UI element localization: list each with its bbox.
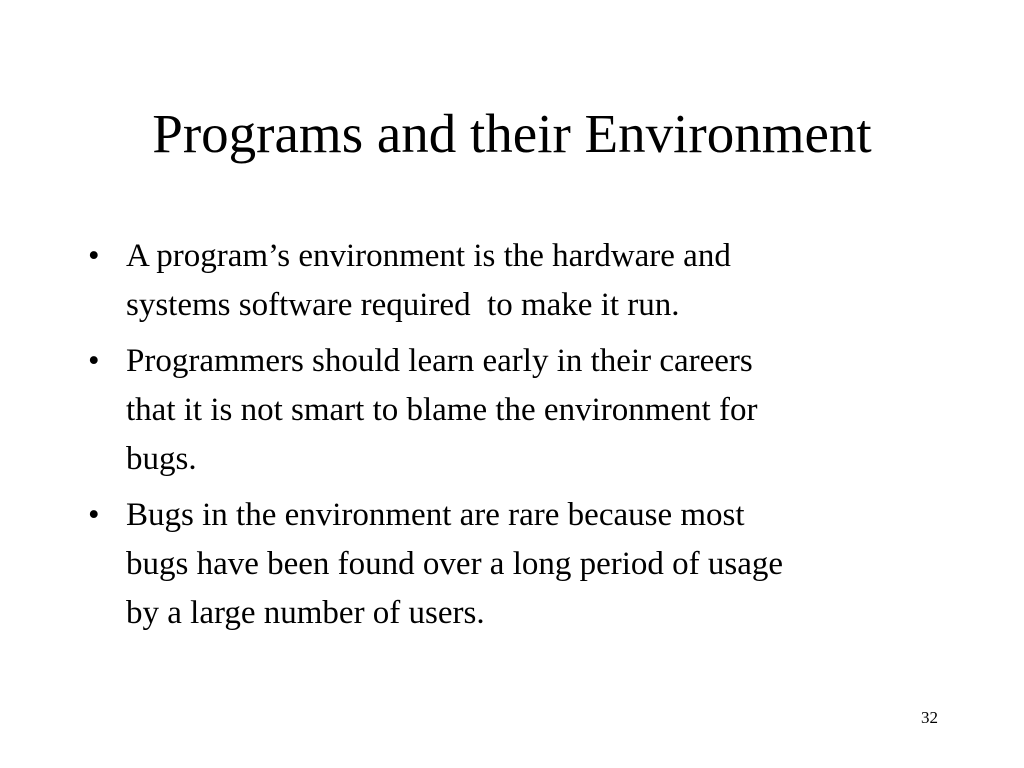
bullet-line: Bugs in the environment are rare because most	[126, 497, 745, 533]
bullet-item	[88, 337, 928, 484]
bullet-line: that it is not smart to blame the environment for	[126, 392, 758, 428]
bullet-item	[88, 491, 928, 638]
bullet-line: by a large number of users.	[126, 595, 485, 631]
bullet-dot-icon: •	[88, 497, 100, 533]
bullet-line: Programmers should learn early in their careers	[126, 343, 753, 379]
bullet-line: A program’s environment is the hardware and	[126, 238, 731, 274]
bullet-dot-icon: •	[88, 343, 100, 379]
bullet-item	[88, 232, 928, 330]
slide-page-number: 32	[921, 708, 938, 727]
bullet-line: bugs have been found over a long period of usage	[126, 546, 784, 582]
slide-title: Programs and their Environment	[152, 103, 872, 164]
bullet-dot-icon: •	[88, 238, 100, 274]
bullet-list	[88, 232, 928, 645]
bullet-line: systems software required to make it run.	[126, 287, 680, 323]
bullet-line: bugs.	[126, 441, 197, 477]
